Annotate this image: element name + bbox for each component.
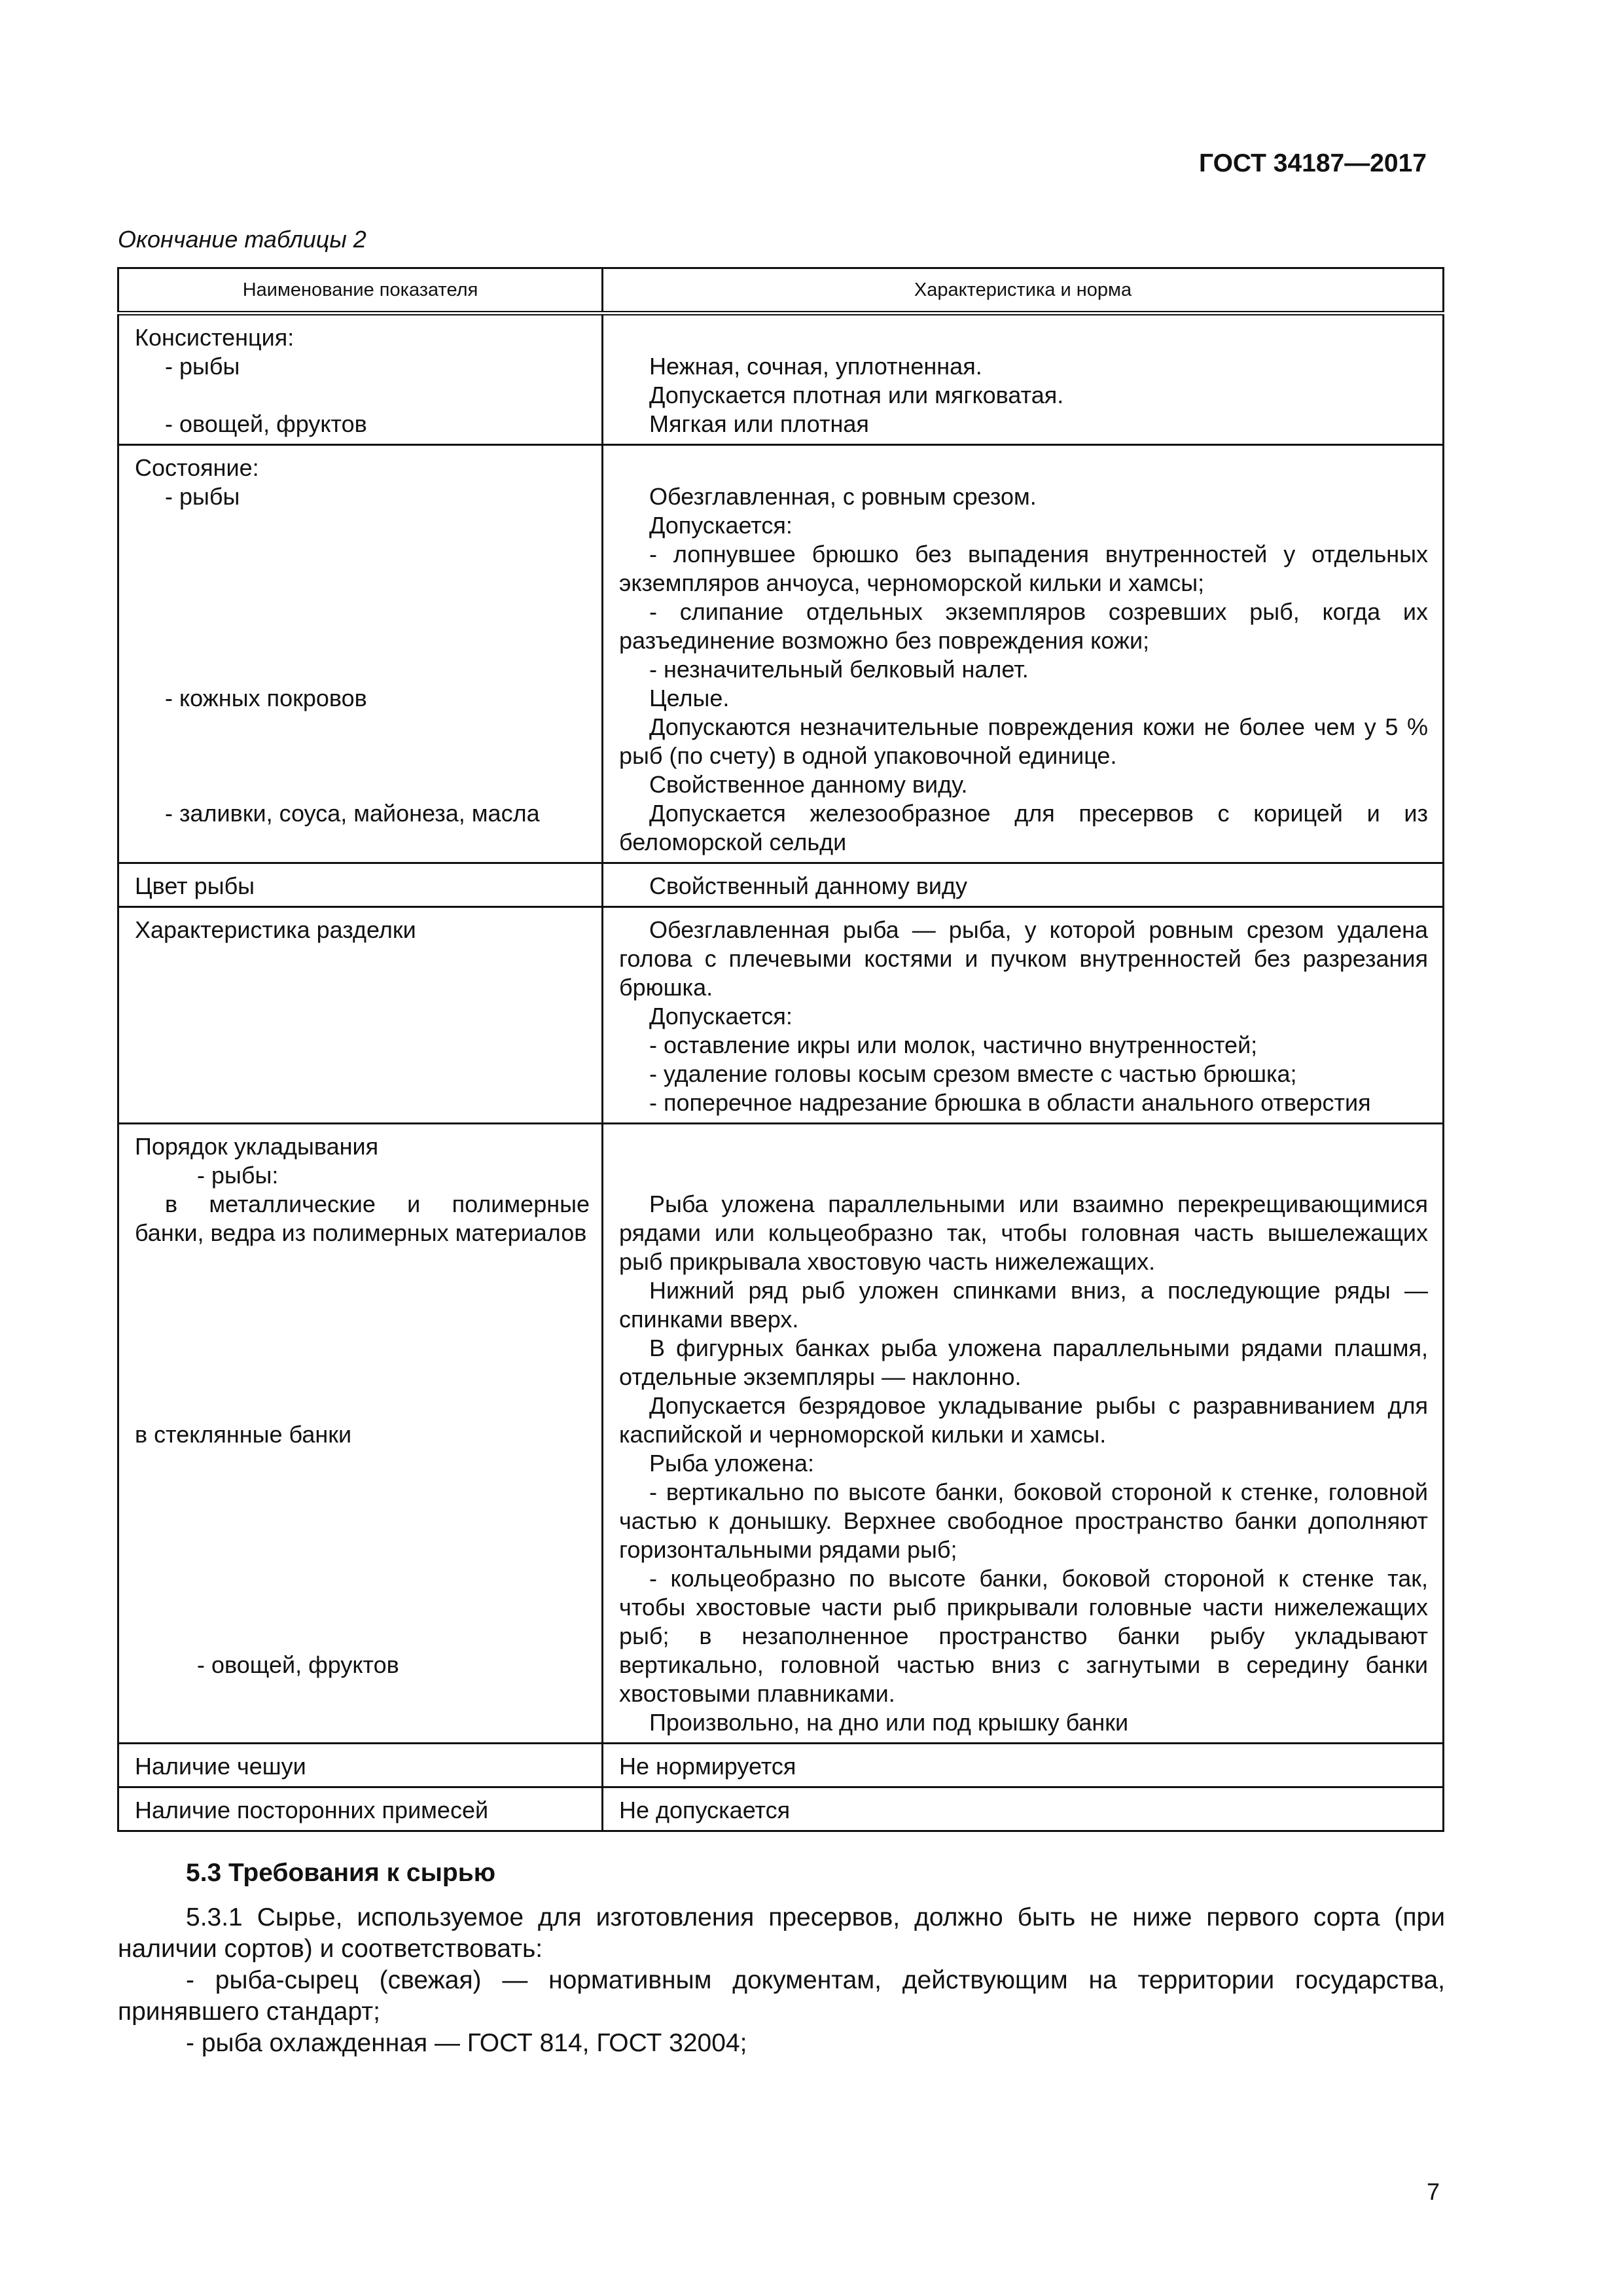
table-row: [118, 1124, 1444, 1744]
section-body: [118, 1902, 1445, 2059]
spec-table: [117, 267, 1444, 1832]
table-row: [118, 1744, 1444, 1787]
table-header-row: [118, 268, 1444, 314]
param-line: в металлические и полимерные банки, ведра из полимерных материалов: [135, 1191, 590, 1246]
param-line: Наличие чешуи: [135, 1753, 306, 1780]
norm-line: Допускаются незначительные повреждения кожи не более чем у 5 % рыб (по счету) в одной упаковочной единице.: [619, 713, 1428, 769]
param-line: - кожных покровов: [165, 685, 367, 711]
norm-line: - удаление головы косым срезом вместе с частью брюшка;: [649, 1060, 1297, 1087]
paragraph: - рыба-сырец (свежая) — нормативным документам, действующим на территории государства, принявшего стандарт;: [118, 1966, 1445, 2026]
norm-line: - вертикально по высоте банки, боковой стороной к стенке, головной частью к донышку. Верхнее свободное пространство банки дополняют горизонтальными рядами рыб;: [619, 1479, 1428, 1563]
paragraph: - рыба охлажденная — ГОСТ 814, ГОСТ 32004;: [186, 2029, 747, 2057]
table-row: [118, 907, 1444, 1124]
param-line: Состояние:: [135, 454, 259, 481]
norm-line: Рыба уложена параллельными или взаимно перекрещивающимися рядами или кольцеобразно так, чтобы головная часть вышележащих рыб прикрывала хвостовую часть нижележащих.: [619, 1191, 1428, 1275]
param-line: - рыбы:: [197, 1162, 279, 1189]
norm-line: Нежная, сочная, уплотненная.: [649, 353, 982, 380]
param-cell: [118, 1744, 603, 1787]
norm-line: Допускается плотная или мягковатая.: [649, 382, 1064, 408]
norm-line: Свойственное данному виду.: [649, 771, 968, 798]
norm-cell: [603, 1124, 1444, 1744]
param-line: Консистенция:: [135, 324, 294, 351]
norm-line: - оставление икры или молок, частично внутренностей;: [649, 1031, 1258, 1058]
param-cell: [118, 314, 603, 445]
norm-cell: [603, 1787, 1444, 1831]
table-row: [118, 1787, 1444, 1831]
norm-line: - кольцеобразно по высоте банки, боковой стороной к стенке так, чтобы хвостовые части рыб прикрывали головные части нижележащих рыб; в незаполненное пространство банки рыбу укладывают вертикально, головной частью вниз с загнутыми в середину банки хвостовыми плавниками.: [619, 1565, 1428, 1707]
param-line: - овощей, фруктов: [165, 410, 367, 437]
param-line: - рыбы: [165, 353, 240, 380]
norm-line: Произвольно, на дно или под крышку банки: [649, 1709, 1129, 1736]
section-heading: 5.3 Требования к сырью: [186, 1859, 496, 1887]
document-code: ГОСТ 34187—2017: [1199, 149, 1427, 177]
param-cell: [118, 1787, 603, 1831]
norm-line: Допускается:: [649, 1003, 793, 1030]
norm-line: Нижний ряд рыб уложен спинками вниз, а последующие ряды — спинками вверх.: [619, 1277, 1428, 1333]
page-number: 7: [1426, 2178, 1440, 2205]
norm-line: Свойственный данному виду: [649, 872, 968, 899]
table-row: [118, 863, 1444, 907]
paragraph: 5.3.1 Сырье, используемое для изготовления пресервов, должно быть не ниже первого сорта (при наличии сортов) и соответствовать:: [118, 1903, 1445, 1963]
param-line: Наличие посторонних примесей: [135, 1797, 489, 1823]
param-cell: [118, 863, 603, 907]
norm-cell: [603, 863, 1444, 907]
norm-line: - незначительный белковый налет.: [649, 656, 1029, 683]
norm-line: Допускается:: [649, 512, 793, 539]
norm-line: Целые.: [649, 685, 730, 711]
norm-line: Обезглавленная, с ровным срезом.: [649, 483, 1037, 510]
param-line: Порядок укладывания: [135, 1133, 379, 1160]
norm-line: Допускается безрядовое укладывание рыбы с разравниванием для каспийской и черноморской кильки и хамсы.: [619, 1392, 1428, 1448]
column-header-param: Наименование показателя: [118, 268, 603, 314]
norm-line: Рыба уложена:: [649, 1450, 814, 1477]
norm-cell: [603, 1744, 1444, 1787]
param-cell: [118, 907, 603, 1124]
param-line: Цвет рыбы: [135, 872, 255, 899]
norm-line: Обезглавленная рыба — рыба, у которой ровным срезом удалена голова с плечевыми костями и пучком внутренностей без разрезания брюшка.: [619, 916, 1428, 1001]
norm-line: Не допускается: [619, 1797, 791, 1823]
norm-line: Не нормируется: [619, 1753, 796, 1780]
norm-line: В фигурных банках рыба уложена параллельными рядами плашмя, отдельные экземпляры — наклонно.: [619, 1335, 1428, 1390]
norm-line: - лопнувшее брюшко без выпадения внутренностей у отдельных экземпляров анчоуса, черноморской кильки и хамсы;: [619, 541, 1428, 596]
norm-line: Допускается железообразное для пресервов с корицей и из беломорской сельди: [619, 800, 1428, 855]
param-line: в стеклянные банки: [135, 1421, 352, 1448]
norm-cell: [603, 445, 1444, 863]
column-header-norm: Характеристика и норма: [603, 268, 1444, 314]
norm-cell: [603, 907, 1444, 1124]
norm-cell: [603, 314, 1444, 445]
param-line: - овощей, фруктов: [197, 1651, 399, 1678]
norm-line: - поперечное надрезание брюшка в области анального отверстия: [649, 1089, 1371, 1116]
param-line: - заливки, соуса, майонеза, масла: [165, 800, 540, 827]
param-cell: [118, 1124, 603, 1744]
table-row: [118, 314, 1444, 445]
norm-line: Мягкая или плотная: [649, 410, 869, 437]
norm-line: - слипание отдельных экземпляров созревших рыб, когда их разъединение возможно без повреждения кожи;: [619, 598, 1428, 654]
param-cell: [118, 445, 603, 863]
param-line: Характеристика разделки: [135, 916, 416, 943]
param-line: - рыбы: [165, 483, 240, 510]
table-row: [118, 445, 1444, 863]
table-caption: Окончание таблицы 2: [118, 226, 366, 253]
